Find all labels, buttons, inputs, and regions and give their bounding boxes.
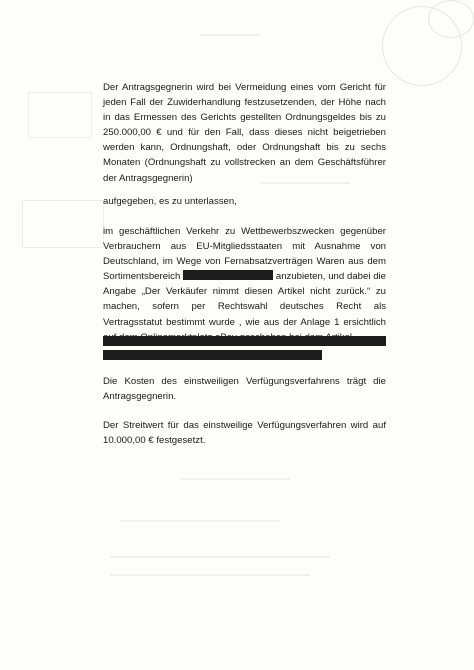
ghost-stamp-mark-small [428, 0, 474, 38]
ghost-box-mark [22, 200, 104, 248]
injunction-intro-text: aufgegeben, es zu unterlassen, [103, 196, 237, 207]
injunction-paragraph [103, 224, 386, 345]
injunction-text-part-1: im geschäftlichen Verkehr zu Wettbewerbszwecken gegenüber Verbrauchern aus EU-Mitgliedsstaaten mit Ausnahme von Deutschland, im Wege von Fernabsatzverträgen Waren aus dem Sortimentsbereich [103, 226, 386, 283]
value-paragraph [103, 418, 386, 448]
injunction-intro [103, 194, 386, 209]
ghost-box-mark [28, 92, 92, 138]
ghost-line-mark [120, 520, 280, 522]
redaction-bar-full-line [103, 336, 386, 346]
redaction-bar [183, 270, 273, 280]
costs-paragraph [103, 374, 386, 404]
order-paragraph [103, 80, 386, 186]
injunction-text-part-2: anzubieten, und dabei die Angabe „Der Verkäufer nimmt diesen Artikel nicht zurück.“ zu machen, sofern per Rechtswahl deutsches Recht als Vertragsstatut bestimmt wurde , wie aus der Anlage 1 ersichtlich [103, 271, 387, 328]
ghost-line-mark [110, 556, 330, 558]
penalty-clause-text: Der Antragsgegnerin wird bei Vermeidung eines vom Gericht für jeden Fall der Zuwiderhandlung festzusetzenden, der Höhe nach in das Ermessen des Gerichts gestellten Ordnungsgeldes bis zu 250.000,00 € und für den Fall, dass dieses nicht beigetrieben werden kann, Ordnungshaft, oder Ordnungshaft bis zu sechs Monaten (Ordnungshaft zu vollstrecken an dem Geschäftsführer der Antragsgegnerin) [103, 82, 386, 184]
costs-text: Die Kosten des einstweiligen Verfügungsverfahrens trägt die Antragsgegnerin. [103, 376, 386, 403]
redaction-bar-partial-line [103, 350, 322, 360]
ghost-line-mark [180, 478, 290, 480]
dispute-value-text: Der Streitwert für das einstweilige Verfügungsverfahren wird auf 10.000,00 € festgesetzt. [103, 420, 386, 447]
injunction-text [103, 224, 386, 345]
ghost-line-mark [110, 574, 310, 576]
ghost-line-mark [200, 34, 260, 36]
